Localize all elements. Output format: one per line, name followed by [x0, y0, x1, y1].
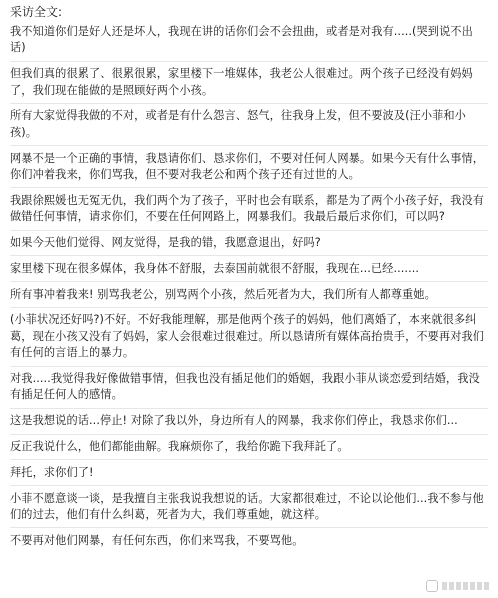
- watermark-logo-icon: [426, 580, 438, 592]
- paragraph: (小菲状况还好吗?)不好。不好我能理解，那是他两个孩子的妈妈，他们离婚了，本来就很多纠葛，现在小孩又没有了妈妈，家人会很难过很难过。所以恳请所有媒体高抬贵手，不要再对我们有任何的言语上的暴力。: [10, 312, 488, 366]
- paragraph: 拜托，求你们了!: [10, 465, 488, 486]
- paragraph: 这是我想说的话...停止! 对除了我以外，身边所有人的网暴，我求你们停止，我恳求你们...: [10, 413, 488, 434]
- watermark: [426, 580, 490, 592]
- paragraph: 网暴不是一个正确的事情，我恳请你们、恳求你们，不要对任何人网暴。如果今天有什么事情，你们冲着我来，你们骂我，但不要对我老公和两个孩子还有过世的人。: [10, 151, 488, 189]
- transcript-body: [10, 24, 488, 553]
- paragraph: 小菲不愿意谈一谈，是我擅自主张我说我想说的话。大家都很难过，不论以论他们...我不参与他们的过去，他们有什么纠葛，死者为大，我们尊重她，就这样。: [10, 491, 488, 529]
- paragraph: 反正我说什么，他们都能曲解。我麻烦你了，我给你跪下我拜託了。: [10, 439, 488, 460]
- paragraph: 我跟徐熙媛也无冤无仇，我们两个为了孩子，平时也会有联系，都是为了两个小孩子好，我没有做错任何事情，请求你们，不要在任何网路上，网暴我们。我最后最后求你们，可以吗?: [10, 193, 488, 231]
- paragraph: 但我们真的很累了、很累很累，家里楼下一堆媒体，我老公人很难过。两个孩子已经没有妈妈了，我们现在能做的是照顾好两个小孩。: [10, 66, 488, 104]
- paragraph: 所有事冲着我来! 别骂我老公，别骂两个小孩，然后死者为大，我们所有人都尊重她。: [10, 287, 488, 308]
- paragraph: 不要再对他们网暴，有任何东西，你们来骂我，不要骂他。: [10, 533, 304, 547]
- paragraph: 所有大家觉得我做的不对，或者是有什么怨言、怒气，往我身上发，但不要波及(汪小菲和小孩)。: [10, 108, 488, 146]
- paragraph: 如果今天他们觉得、网友觉得，是我的错，我愿意退出，好吗?: [10, 235, 488, 256]
- paragraph: 我不知道你们是好人还是坏人，我现在讲的话你们会不会扭曲，或者是对我有.....(哭到说不出话): [10, 24, 488, 62]
- paragraph: 家里楼下现在很多媒体，我身体不舒服，去泰国前就很不舒服，我现在...已经.......: [10, 261, 488, 282]
- paragraph: 对我.....我觉得我好像做错事情，但我也没有插足他们的婚姻，我跟小菲从谈恋爱到结婚，我没有插足任何人的感情。: [10, 371, 488, 409]
- transcript-heading: 采访全文:: [10, 5, 63, 19]
- watermark-blurred-text: [442, 582, 490, 590]
